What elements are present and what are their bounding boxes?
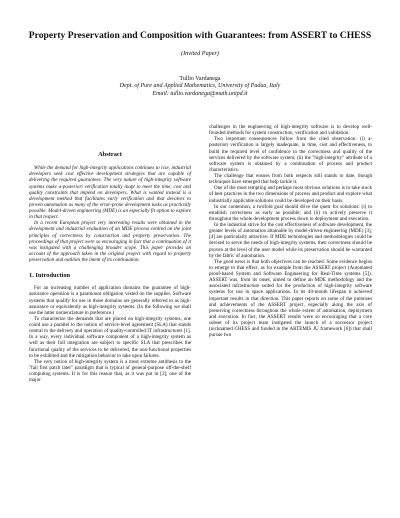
author-block	[10, 76, 390, 98]
abstract-paragraph: In a recent European project very interesting results were obtained in the development and industrial evaluation of an MDE process centred on the joint principles of correctness by construction and property preservation. The proceedings of that project were so encouraging in fact that a continuation of it was instigated with a challenging broader scope. This paper provides an account of the approach taken in the original project with regard to property preservation and outlines the intent of its continuation.	[29, 220, 191, 263]
body-paragraph: The challenge that ensues from both respects still stands to date, though techniques have emerged that help tackle it.	[209, 173, 372, 186]
paper-subtitle: (Invited Paper)	[181, 50, 219, 57]
body-paragraph: Two important consequences follow from the cited observation: (i) a-posteriori verification is largely inadequate, in time, cost and effectiveness, to build the required level of confidence in the correctness and quality of the services delivered by the software system; (ii) the "high-integrity" attribute of a software system is obtained by a combination of process and product characteristics.	[209, 136, 372, 173]
abstract-heading: Abstract	[98, 151, 122, 158]
body-paragraph: To characterize the demands that are placed on high-integrity systems, one could use a parallel to the notion of service-level agreement (SLA) that stands central to the delivery and operation of quality-controlled IT infrastructures [1]. In a way, every individual software component of a high-integrity system as well as their full integration are subject to specific SLA that prescribes the functional quality of the services to be delivered, the non-functional properties to be exhibited and the mitigation behavior to take upon failures.	[29, 315, 191, 359]
body-paragraph: One of the most tempting and perhaps most obvious solutions is to take stock of best practices in the two dimensions of process and product and explore what industrially applicable solutions could be developed on their basis.	[209, 185, 372, 204]
section-heading-introduction: 1. Introduction	[29, 272, 71, 280]
paper-title: Property Preservation and Composition with Guarantees: from ASSERT to CHESS	[28, 30, 372, 41]
body-paragraph: For an increasing number of application domains the guarantee of high-assurance operation is a paramount obligation vested on the supplier. Software systems that qualify for use in those domains are generally referred to as high-assurance or equivalently as high-integrity systems. (In the following we shall use the latter nomenclature in preference.)	[29, 285, 191, 316]
body-paragraph: The good news is that both objectives can be reached. Some evidence begins to emerge to that effect, as for example from the ASSERT project (Automated proof-based System and Software Engineering for Real-Time systems [5]). ASSERT was, from its onset, aimed to define an MDE methodology and the associated infrastructure suited for the production of high-integrity software systems for use in space applications. In its 40-month lifespan it achieved important results in that direction. This paper reports on some of the premises and achievements of the ASSERT project, especially along the axis of preserving correctness throughout the whole extent of automation, deployment and execution. In fact, the ASSERT results were so encouraging that a core subset of its project team instigated the launch of a successor project (nicknamed CHESS and funded in the ARTEMIS JU framework [6]) that shall pursue two	[209, 258, 372, 339]
body-paragraph: The very notion of high-integrity system is a most extreme antithesis to the "fail first patch later" paradigm that is typical of general-purpose off-the-shelf computing systems. It is for this reason that, as it was put in [2], one of the major	[29, 358, 191, 384]
abstract-body	[29, 165, 191, 263]
abstract-paragraph: While the demand for high-integrity applications continues to rise, industrial developers seek cost effective development strategies that are capable of delivering the required guarantees. The very nature of high-integrity software systems make a-posteriori verification totally inapt to meet the time, cost and quality constraints that impend on developers. What is wanted instead is a development method that facilitates early verification and that devolves to proven automation as many of the error-prone development tasks as practically possible. Model-driven engineering (MDE) is an especially fit option to explore in that respect.	[29, 165, 191, 221]
body-paragraph: In the industrial strive for the cost effectiveness of software development, the greater levels of automation attainable by model-driven engineering (MDE) [3], [4] are particularly attractive. If MDE technologies and methodologies could be devised to serve the needs of high-integrity systems, then correctness should be proven at the level of the user model while its preservation should be warranted by the fabric of automation.	[209, 222, 372, 259]
right-column	[209, 124, 372, 338]
left-column	[29, 152, 191, 383]
author-affiliation: Dept. of Pure and Applied Mathematics, University of Padua, Italy	[119, 83, 281, 90]
author-email: Email: tullio.vardanega@math.unipd.it	[152, 90, 248, 97]
body-paragraph: challenges in the engineering of high-integrity software is to develop well-founded methods for system construction, verification and validation.	[209, 124, 372, 137]
body-paragraph: In our contention, a twofold goal should drive the quest for solutions: (i) to establish correctness as early as possible; and (ii) to actively preserve it throughout the whole development process down to deployment and execution.	[209, 203, 372, 222]
author-name: Tullio Vardanega	[179, 76, 221, 82]
